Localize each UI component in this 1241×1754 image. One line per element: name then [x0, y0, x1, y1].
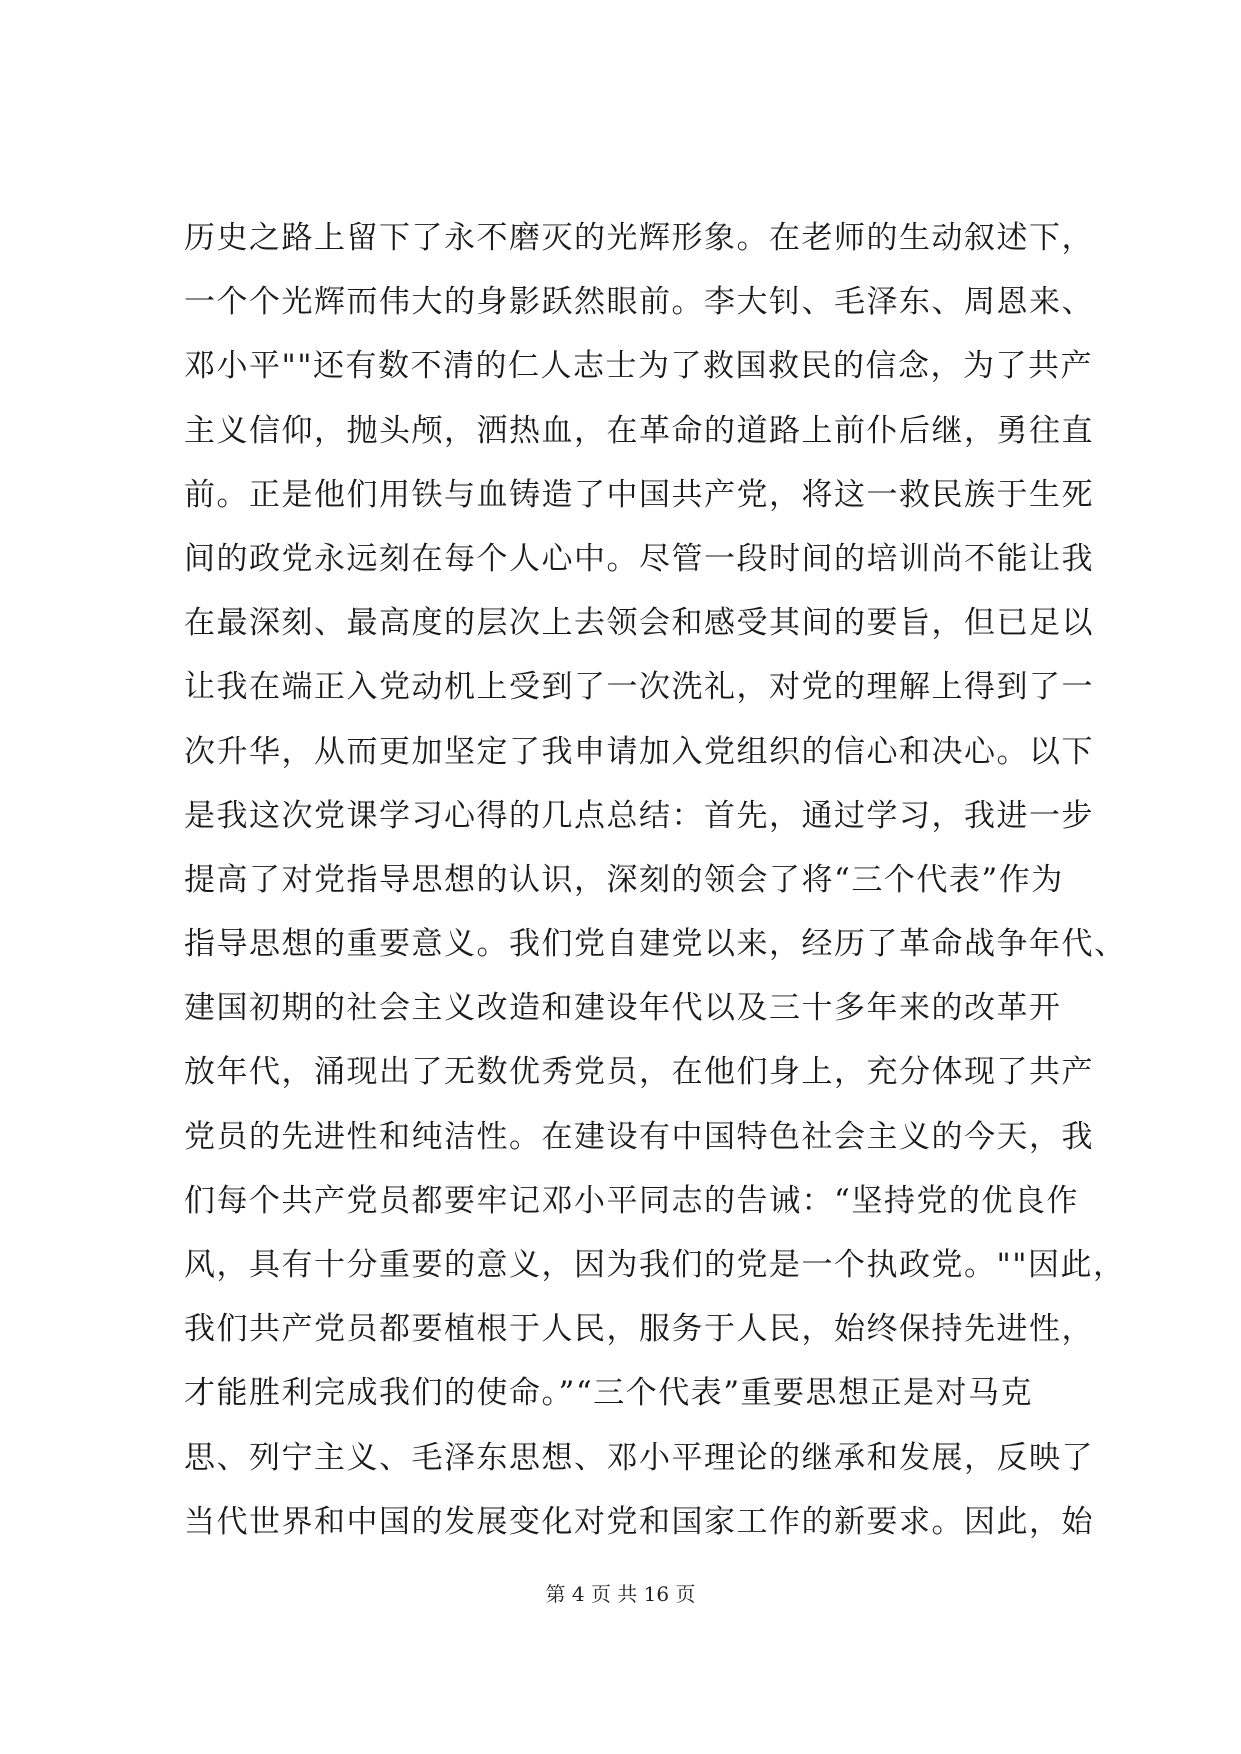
- text-line: 放年代，涌现出了无数优秀党员，在他们身上，充分体现了共产: [184, 1054, 1094, 1091]
- text-line: 是我这次党课学习心得的几点总结：首先，通过学习，我进一步: [184, 797, 1094, 834]
- document-body: [184, 206, 1127, 1554]
- text-line: 思、列宁主义、毛泽东思想、邓小平理论的继承和发展，反映了: [184, 1439, 1094, 1476]
- text-line: 在最深刻、最高度的层次上去领会和感受其间的要旨，但已足以: [184, 605, 1094, 642]
- text-line: 当代世界和中国的发展变化对党和国家工作的新要求。因此，始: [184, 1503, 1094, 1540]
- text-line: 建国初期的社会主义改造和建设年代以及三十多年来的改革开: [184, 990, 1062, 1027]
- text-line: 风，具有十分重要的意义，因为我们的党是一个执政党。""因此，: [184, 1247, 1126, 1283]
- text-line: 们每个共产党员都要牢记邓小平同志的告诫：“坚持党的优良作: [184, 1182, 1079, 1219]
- text-line: 让我在端正入党动机上受到了一次洗礼，对党的理解上得到了一: [184, 669, 1094, 706]
- text-line: 一个个光辉而伟大的身影跃然眼前。李大钊、毛泽东、周恩来、: [184, 284, 1094, 321]
- text-line: 提高了对党指导思想的认识，深刻的领会了将“三个代表”作为: [184, 861, 1064, 898]
- text-line: 指导思想的重要意义。我们党自建党以来，经历了革命战争年代、: [184, 926, 1127, 963]
- text-line: 前。正是他们用铁与血铸造了中国共产党，将这一救民族于生死: [184, 476, 1094, 513]
- page-number-footer: 第 4 页 共 16 页: [545, 1582, 696, 1606]
- text-line: 历史之路上留下了永不磨灭的光辉形象。在老师的生动叙述下，: [184, 220, 1094, 256]
- text-line: 党员的先进性和纯洁性。在建设有中国特色社会主义的今天，我: [184, 1118, 1094, 1155]
- text-line: 才能胜利完成我们的使命。”“三个代表”重要思想正是对马克: [184, 1375, 1034, 1412]
- text-line: 间的政党永远刻在每个人心中。尽管一段时间的培训尚不能让我: [184, 540, 1094, 577]
- text-line: 我们共产党员都要植根于人民，服务于人民，始终保持先进性，: [184, 1311, 1094, 1348]
- text-line: 主义信仰，抛头颅，洒热血，在革命的道路上前仆后继，勇往直: [184, 412, 1094, 449]
- text-line: 次升华，从而更加坚定了我申请加入党组织的信心和决心。以下: [184, 733, 1094, 770]
- text-line: 邓小平""还有数不清的仁人志士为了救国救民的信念，为了共产: [184, 348, 1094, 385]
